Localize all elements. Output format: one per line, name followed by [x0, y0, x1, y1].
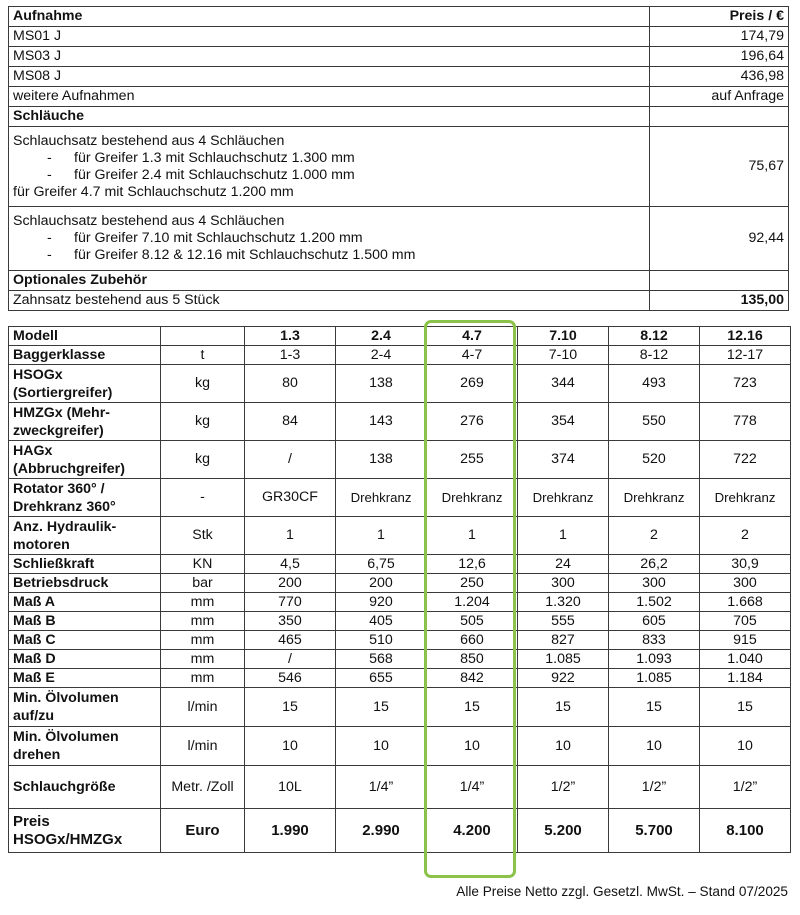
- spec-value-cell: 1/4”: [336, 766, 427, 809]
- zubehoer-price: 135,00: [649, 291, 788, 311]
- spec-value-cell: 350: [245, 612, 336, 631]
- spec-value-cell: 1.184: [700, 669, 791, 688]
- spec-value-cell: 568: [336, 650, 427, 669]
- spec-value-cell: 920: [336, 593, 427, 612]
- spec-value-cell: 827: [518, 631, 609, 650]
- spec-value-cell: 84: [245, 403, 336, 441]
- spec-value-cell: 465: [245, 631, 336, 650]
- spec-value-cell: 138: [336, 365, 427, 403]
- spec-value-cell: Drehkranz: [700, 479, 791, 517]
- spec-value-cell: 143: [336, 403, 427, 441]
- model-column-header: 1.3: [245, 327, 336, 346]
- spec-value-cell: 510: [336, 631, 427, 650]
- spec-row: [9, 650, 791, 669]
- spec-value-cell: 605: [609, 612, 700, 631]
- schlauchsatz-row: [9, 127, 789, 207]
- spec-row-label: Preis HSOGx/HMZGx: [9, 809, 161, 853]
- spec-row-unit: kg: [161, 403, 245, 441]
- spec-row-unit: l/min: [161, 688, 245, 727]
- spec-row: [9, 555, 791, 574]
- spec-row-label: Betriebsdruck: [9, 574, 161, 593]
- aufnahme-price: auf Anfrage: [649, 87, 788, 107]
- spec-value-cell: /: [245, 650, 336, 669]
- spec-value-cell: 915: [700, 631, 791, 650]
- spec-header-label: Modell: [9, 327, 161, 346]
- spec-value-cell: 493: [609, 365, 700, 403]
- spec-value-cell: 200: [245, 574, 336, 593]
- spec-value-cell: 1: [427, 517, 518, 555]
- spec-value-cell: Drehkranz: [609, 479, 700, 517]
- spec-value-cell: 1.085: [609, 669, 700, 688]
- spec-value-cell: 15: [518, 688, 609, 727]
- spec-value-cell: 1.040: [700, 650, 791, 669]
- aufnahme-price: 436,98: [649, 67, 788, 87]
- spec-value-cell: 15: [427, 688, 518, 727]
- spec-row: [9, 403, 791, 441]
- model-column-header: 7.10: [518, 327, 609, 346]
- spec-row-label: Baggerklasse: [9, 346, 161, 365]
- spec-row-label: Maß D: [9, 650, 161, 669]
- spec-row: [9, 809, 791, 853]
- schlauchsatz-title: Schlauchsatz bestehend aus 4 Schläuchen: [13, 132, 285, 149]
- spec-value-cell: 10L: [245, 766, 336, 809]
- spec-row-unit: kg: [161, 365, 245, 403]
- schlauchsatz-title: Schlauchsatz bestehend aus 4 Schläuchen: [13, 213, 285, 229]
- schlauchsatz-description: [9, 207, 650, 271]
- spec-value-cell: 250: [427, 574, 518, 593]
- schlauchsatz-row: [9, 207, 789, 271]
- spec-value-cell: 1: [245, 517, 336, 555]
- aufnahme-name: MS01 J: [9, 27, 650, 47]
- spec-row-unit: Euro: [161, 809, 245, 853]
- spec-value-cell: 8-12: [609, 346, 700, 365]
- spec-row-unit: l/min: [161, 727, 245, 766]
- price-list-table: [8, 6, 789, 311]
- spec-value-cell: 10: [518, 727, 609, 766]
- spec-row-label: HMZGx (Mehr-zweckgreifer): [9, 403, 161, 441]
- spec-row-label: HAGx (Abbruchgreifer): [9, 441, 161, 479]
- schlaeuche-heading-row: [9, 107, 789, 127]
- spec-value-cell: 24: [518, 555, 609, 574]
- spec-row: [9, 612, 791, 631]
- aufnahme-row: [9, 67, 789, 87]
- spec-value-cell: 546: [245, 669, 336, 688]
- spec-value-cell: 1.093: [609, 650, 700, 669]
- spec-row-label: Anz. Hydraulik-motoren: [9, 517, 161, 555]
- spec-row-label: Min. Ölvolumen drehen: [9, 727, 161, 766]
- spec-value-cell: 660: [427, 631, 518, 650]
- spec-value-cell: 15: [336, 688, 427, 727]
- spec-value-cell: 722: [700, 441, 791, 479]
- spec-row-label: Maß B: [9, 612, 161, 631]
- spec-value-cell: 1.320: [518, 593, 609, 612]
- price-footnote: Alle Preise Netto zzgl. Gesetzl. MwSt. – Stand 07/2025: [456, 884, 788, 899]
- spec-value-cell: 1: [336, 517, 427, 555]
- spec-value-cell: 276: [427, 403, 518, 441]
- spec-row: [9, 365, 791, 403]
- spec-value-cell: 842: [427, 669, 518, 688]
- schlauchsatz-line: [13, 150, 645, 167]
- spec-row: [9, 766, 791, 809]
- aufnahme-row: [9, 27, 789, 47]
- spec-value-cell: 550: [609, 403, 700, 441]
- spec-value-cell: 405: [336, 612, 427, 631]
- spec-value-cell: 12,6: [427, 555, 518, 574]
- spec-row-unit: bar: [161, 574, 245, 593]
- spec-row: [9, 631, 791, 650]
- zubehoer-row: [9, 291, 789, 311]
- spec-value-cell: 5.700: [609, 809, 700, 853]
- spec-value-cell: 2.990: [336, 809, 427, 853]
- spec-row-unit: mm: [161, 650, 245, 669]
- aufnahme-name: MS03 J: [9, 47, 650, 67]
- spec-value-cell: 26,2: [609, 555, 700, 574]
- spec-value-cell: 922: [518, 669, 609, 688]
- schlaeuche-heading: Schläuche: [9, 107, 650, 127]
- list-dash: -: [47, 230, 52, 246]
- spec-value-cell: 4,5: [245, 555, 336, 574]
- spec-value-cell: Drehkranz: [336, 479, 427, 517]
- spec-value-cell: 300: [518, 574, 609, 593]
- spec-value-cell: 1/2”: [609, 766, 700, 809]
- spec-value-cell: 1.085: [518, 650, 609, 669]
- spec-value-cell: 30,9: [700, 555, 791, 574]
- spec-value-cell: 374: [518, 441, 609, 479]
- spec-value-cell: 7-10: [518, 346, 609, 365]
- spec-value-cell: Drehkranz: [427, 479, 518, 517]
- spec-value-cell: 770: [245, 593, 336, 612]
- spec-value-cell: 1.990: [245, 809, 336, 853]
- model-column-header: 8.12: [609, 327, 700, 346]
- spec-row-label: Maß C: [9, 631, 161, 650]
- spec-value-cell: 520: [609, 441, 700, 479]
- spec-row-unit: kg: [161, 441, 245, 479]
- empty-unit-cell: [161, 327, 245, 346]
- list-dash: -: [47, 247, 52, 263]
- spec-row: [9, 441, 791, 479]
- spec-value-cell: 1.502: [609, 593, 700, 612]
- spec-value-cell: 4.200: [427, 809, 518, 853]
- model-column-header: 2.4: [336, 327, 427, 346]
- spec-row-unit: mm: [161, 612, 245, 631]
- spec-row: [9, 593, 791, 612]
- spec-value-cell: 505: [427, 612, 518, 631]
- spec-row-label: HSOGx (Sortiergreifer): [9, 365, 161, 403]
- spec-value-cell: 138: [336, 441, 427, 479]
- spec-row: [9, 669, 791, 688]
- spec-value-cell: 300: [700, 574, 791, 593]
- price-heading: Preis / €: [649, 7, 788, 27]
- schlauchsatz-price: 92,44: [649, 207, 788, 271]
- aufnahme-row: [9, 47, 789, 67]
- schlauchsatz-description: [9, 127, 650, 207]
- spec-value-cell: 80: [245, 365, 336, 403]
- spec-value-cell: 15: [245, 688, 336, 727]
- spec-row-label: Maß A: [9, 593, 161, 612]
- aufnahme-name: weitere Aufnahmen: [9, 87, 650, 107]
- aufnahme-name: MS08 J: [9, 67, 650, 87]
- spec-value-cell: 705: [700, 612, 791, 631]
- spec-value-cell: 1.204: [427, 593, 518, 612]
- spec-value-cell: 10: [609, 727, 700, 766]
- aufnahme-price: 174,79: [649, 27, 788, 47]
- spec-row-unit: KN: [161, 555, 245, 574]
- aufnahme-heading: Aufnahme: [9, 7, 650, 27]
- aufnahme-row: [9, 87, 789, 107]
- price-list-header-row: [9, 7, 789, 27]
- spec-value-cell: 255: [427, 441, 518, 479]
- spec-row-label: Rotator 360° / Drehkranz 360°: [9, 479, 161, 517]
- spec-row-label: Schlauchgröße: [9, 766, 161, 809]
- spec-value-cell: 723: [700, 365, 791, 403]
- spec-row-unit: Metr. /Zoll: [161, 766, 245, 809]
- spec-row: [9, 574, 791, 593]
- aufnahme-price: 196,64: [649, 47, 788, 67]
- model-column-header: 12.16: [700, 327, 791, 346]
- spec-row-unit: mm: [161, 631, 245, 650]
- spec-value-cell: 2-4: [336, 346, 427, 365]
- spec-row-unit: Stk: [161, 517, 245, 555]
- spec-row: [9, 517, 791, 555]
- schlauchsatz-line: [13, 230, 645, 247]
- spec-header-row: [9, 327, 791, 346]
- spec-value-cell: 2: [609, 517, 700, 555]
- spec-value-cell: 833: [609, 631, 700, 650]
- schlauchsatz-line: [13, 167, 645, 184]
- spec-value-cell: 354: [518, 403, 609, 441]
- spec-value-cell: /: [245, 441, 336, 479]
- spec-row-unit: mm: [161, 669, 245, 688]
- spec-value-cell: 778: [700, 403, 791, 441]
- spec-value-cell: 8.100: [700, 809, 791, 853]
- spec-value-cell: 15: [609, 688, 700, 727]
- spec-table-body: [9, 327, 791, 853]
- schlauchsatz-price: 75,67: [649, 127, 788, 207]
- spec-value-cell: 850: [427, 650, 518, 669]
- spec-value-cell: 555: [518, 612, 609, 631]
- schlauchsatz-line-text: für Greifer 2.4 mit Schlauchschutz 1.000 mm: [74, 166, 355, 183]
- model-spec-table: [8, 326, 791, 853]
- spec-row-unit: mm: [161, 593, 245, 612]
- list-dash: -: [47, 149, 52, 166]
- spec-row: [9, 688, 791, 727]
- spec-row-label: Maß E: [9, 669, 161, 688]
- spec-value-cell: 10: [245, 727, 336, 766]
- spec-row: [9, 479, 791, 517]
- schlauchsatz-line-text: für Greifer 1.3 mit Schlauchschutz 1.300 mm: [74, 149, 355, 166]
- schlauchsatz-line-text: für Greifer 7.10 mit Schlauchschutz 1.200 mm: [74, 230, 363, 246]
- zubehoer-item: Zahnsatz bestehend aus 5 Stück: [9, 291, 650, 311]
- spec-value-cell: 6,75: [336, 555, 427, 574]
- zubehoer-heading: Optionales Zubehör: [9, 271, 650, 291]
- spec-value-cell: 200: [336, 574, 427, 593]
- spec-value-cell: 344: [518, 365, 609, 403]
- spec-row-label: Schließkraft: [9, 555, 161, 574]
- spec-value-cell: 1.668: [700, 593, 791, 612]
- spec-value-cell: 5.200: [518, 809, 609, 853]
- spec-row-unit: -: [161, 479, 245, 517]
- spec-value-cell: GR30CF: [245, 479, 336, 517]
- empty-cell: [649, 107, 788, 127]
- spec-value-cell: 1: [518, 517, 609, 555]
- spec-value-cell: 1/4”: [427, 766, 518, 809]
- schlauchsatz-line: [13, 247, 645, 264]
- spec-value-cell: 10: [427, 727, 518, 766]
- spec-row: [9, 727, 791, 766]
- list-dash: -: [47, 166, 52, 183]
- zubehoer-heading-row: [9, 271, 789, 291]
- spec-value-cell: 15: [700, 688, 791, 727]
- model-column-header: 4.7: [427, 327, 518, 346]
- spec-value-cell: 4-7: [427, 346, 518, 365]
- spec-value-cell: 269: [427, 365, 518, 403]
- spec-value-cell: 12-17: [700, 346, 791, 365]
- spec-row-unit: t: [161, 346, 245, 365]
- spec-value-cell: 10: [700, 727, 791, 766]
- spec-row-label: Min. Ölvolumen auf/zu: [9, 688, 161, 727]
- spec-value-cell: 300: [609, 574, 700, 593]
- spec-value-cell: 2: [700, 517, 791, 555]
- spec-value-cell: 10: [336, 727, 427, 766]
- schlauchsatz-extra-line: für Greifer 4.7 mit Schlauchschutz 1.200 mm: [13, 183, 294, 200]
- spec-value-cell: 1/2”: [700, 766, 791, 809]
- spec-row: [9, 346, 791, 365]
- spec-value-cell: 1/2”: [518, 766, 609, 809]
- spec-value-cell: Drehkranz: [518, 479, 609, 517]
- spec-value-cell: 655: [336, 669, 427, 688]
- spec-value-cell: 1-3: [245, 346, 336, 365]
- empty-cell: [649, 271, 788, 291]
- schlauchsatz-line-text: für Greifer 8.12 & 12.16 mit Schlauchschutz 1.500 mm: [74, 247, 416, 263]
